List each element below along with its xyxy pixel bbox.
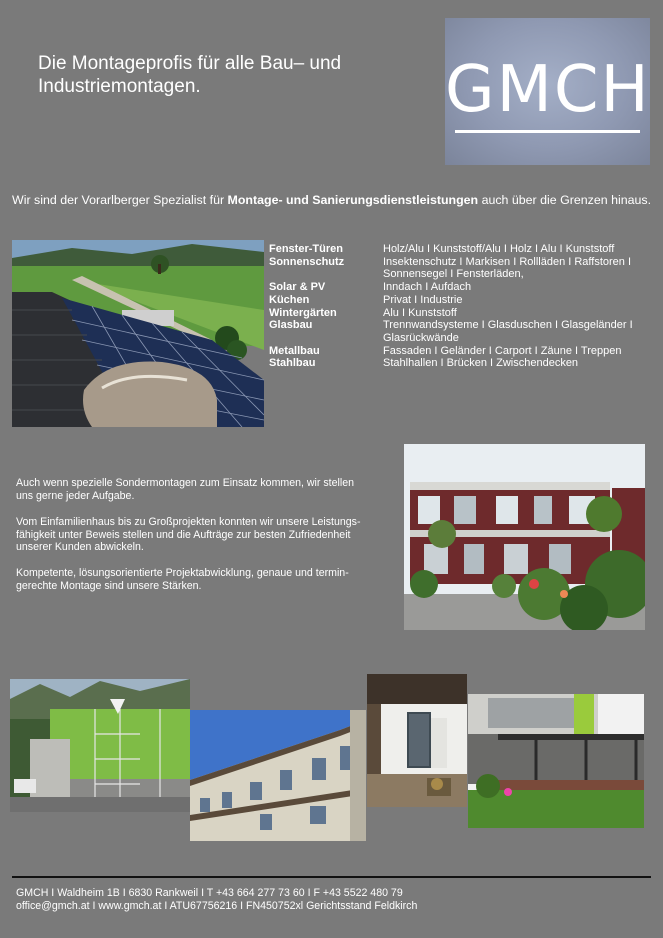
service-row [269, 268, 659, 281]
service-value: Holz/Alu I Kunststoff/Alu I Holz I Alu I Kunststoff [383, 243, 615, 255]
service-row [269, 319, 659, 332]
logo-underline [455, 130, 640, 133]
service-value: Stahlhallen I Brücken I Zwischendecken [383, 357, 579, 370]
headline-line-1: Die Montageprofis für alle Bau– und [38, 53, 342, 74]
service-label: Solar & PV [269, 281, 326, 294]
service-value: Privat I Industrie [383, 293, 463, 306]
service-label: Sonnenschutz [269, 255, 345, 268]
intro-text-bold: Montage- und Sanierungsdienstleistungen [227, 193, 479, 207]
service-row [269, 243, 659, 256]
paragraph-projects [16, 516, 388, 554]
intro-text-after: auch über die Grenzen hinaus. [478, 193, 652, 207]
service-label: Küchen [269, 293, 310, 306]
paragraph-line: Kompetente, lösungsorientierte Projektabwicklung, genaue und termin- [16, 567, 349, 579]
service-row [269, 281, 659, 294]
service-value: Fassaden I Geländer I Carport I Zäune I Treppen [383, 344, 622, 357]
interior-door-photo [367, 674, 467, 807]
paragraph-line: gerechte Montage sind unsere Stärken. [16, 579, 202, 592]
services-list [269, 243, 659, 370]
industrial-building-photo [10, 679, 190, 812]
winter-garden-photo [468, 694, 644, 828]
service-label: Metallbau [269, 344, 320, 357]
paragraph-special-installations [16, 477, 388, 502]
service-value: Glasrückwände [383, 331, 459, 344]
service-label [269, 332, 383, 345]
footer-company-line: office@gmch.at I www.gmch.at I ATU67756216 I FN450752xl Gerichtsstand Feldkirch [16, 900, 418, 913]
paragraph-line: fähigkeit unter Beweis stellen und die Aufträge zur besten Zufriedenheit [16, 528, 351, 541]
service-value: Alu I Kunststoff [383, 306, 457, 319]
service-label: Stahlbau [269, 357, 316, 370]
service-label: Wintergärten [269, 306, 337, 319]
paragraph-line: Auch wenn spezielle Sondermontagen zum Einsatz kommen, wir stellen [16, 477, 354, 489]
paragraph-line: unserer Kunden abwickeln. [16, 541, 144, 554]
service-row [269, 332, 659, 345]
paragraph-line: Vom Einfamilienhaus bis zu Großprojekten konnten wir unsere Leistungs- [16, 516, 361, 528]
service-value: Inndach I Aufdach [383, 281, 472, 294]
paragraph-line: uns gerne jeder Aufgabe. [16, 489, 135, 502]
intro-text-before: Wir sind der Vorarlberger Spezialist für [12, 193, 228, 207]
service-row [269, 294, 659, 307]
headline [38, 52, 398, 98]
service-row [269, 345, 659, 358]
service-row [269, 357, 659, 370]
intro-text [12, 192, 662, 208]
gmch-logo [445, 18, 650, 165]
service-label: Fenster-Türen [269, 243, 343, 255]
service-value: Insektenschutz I Markisen I Rollläden I Raffstoren I [383, 255, 632, 268]
service-row [269, 307, 659, 320]
apartment-facade-photo [190, 710, 366, 841]
service-value: Trennwandsysteme I Glasduschen I Glasgeländer I [383, 319, 633, 332]
headline-line-2: Industriemontagen. [38, 76, 201, 97]
service-row [269, 256, 659, 269]
logo-text: GMCH [445, 53, 651, 127]
service-label [269, 268, 383, 281]
paragraph-strengths [16, 567, 388, 592]
residential-building-photo [404, 444, 645, 630]
footer [16, 887, 656, 914]
solar-roof-photo [12, 240, 264, 427]
service-value: Sonnensegel I Fensterläden, [383, 268, 524, 281]
footer-divider [12, 876, 651, 878]
service-label: Glasbau [269, 319, 313, 332]
footer-contact-line: GMCH I Waldheim 1B I 6830 Rankweil I T +43 664 277 73 60 I F +43 5522 480 79 [16, 887, 403, 899]
